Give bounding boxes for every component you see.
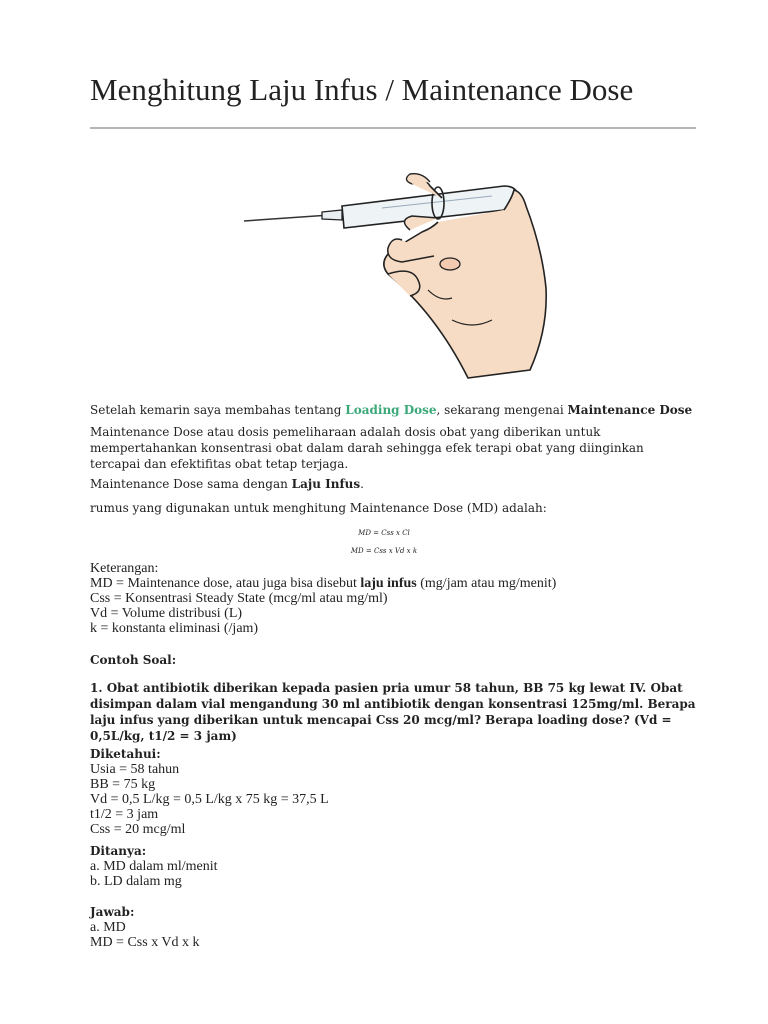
- formula-1: MD = Css x Cl: [358, 529, 410, 537]
- contoh-soal-heading: Contoh Soal:: [90, 653, 177, 667]
- ditanya-block: [90, 843, 700, 889]
- md-prefix: MD = Maintenance dose, atau juga bisa disebut: [90, 576, 361, 591]
- intro-paragraph: [90, 402, 700, 418]
- ditanya-line: b. LD dalam mg: [90, 874, 182, 889]
- keterangan-md-line: [90, 576, 700, 591]
- diketahui-line: Css = 20 mcg/ml: [90, 822, 186, 837]
- diketahui-block: [90, 746, 700, 837]
- formula-intro: rumus yang digunakan untuk menghitung Maintenance Dose (MD) adalah:: [90, 501, 547, 515]
- same-as-prefix: Maintenance Dose sama dengan: [90, 477, 292, 491]
- jawab-heading: Jawab:: [90, 905, 135, 919]
- formula-2: MD = Css x Vd x k: [350, 547, 418, 555]
- page-title: Menghitung Laju Infus / Maintenance Dose: [90, 72, 634, 107]
- jawab-block: [90, 904, 700, 950]
- diketahui-line: t1/2 = 3 jam: [90, 807, 159, 822]
- intro-bold: Maintenance Dose: [567, 403, 693, 417]
- diketahui-heading: Diketahui:: [90, 747, 161, 761]
- keterangan-heading: Keterangan:: [90, 561, 159, 576]
- same-as-suffix: .: [360, 477, 364, 491]
- keterangan-block: [90, 561, 700, 636]
- diketahui-line: BB = 75 kg: [90, 777, 156, 792]
- same-as-paragraph: [90, 476, 700, 492]
- ditanya-line: a. MD dalam ml/menit: [90, 859, 218, 874]
- definition-paragraph: Maintenance Dose atau dosis pemeliharaan adalah dosis obat yang diberikan untuk mempertahankan konsentrasi obat dalam darah sehingga efek terapi obat yang diinginkan tercapai dan efektifitas obat tetap terjaga.: [90, 425, 644, 471]
- syringe-in-hand-icon: [242, 170, 552, 380]
- soal-text: 1. Obat antibiotik diberikan kepada pasien pria umur 58 tahun, BB 75 kg lewat IV. Obat disimpan dalam vial mengandung 30 ml antibiotik dengan konsentrasi 125mg/ml. Berapa laju infus yang diberikan untuk mencapai Css 20 mcg/ml? Berapa loading dose? (Vd = 0,5L/kg, t1/2 = 3 jam): [90, 681, 696, 743]
- jawab-line: a. MD: [90, 920, 126, 935]
- loading-dose-link[interactable]: Loading Dose: [345, 403, 437, 417]
- md-suffix: (mg/jam atau mg/menit): [416, 576, 557, 591]
- keterangan-line: Vd = Volume distribusi (L): [90, 606, 243, 621]
- intro-prefix: Setelah kemarin saya membahas tentang: [90, 403, 346, 417]
- same-as-bold: Laju Infus: [291, 477, 361, 491]
- ditanya-heading: Ditanya:: [90, 844, 147, 858]
- md-bold: laju infus: [360, 576, 417, 591]
- intro-middle: , sekarang mengenai: [436, 403, 568, 417]
- diketahui-line: Usia = 58 tahun: [90, 762, 180, 777]
- diketahui-line: Vd = 0,5 L/kg = 0,5 L/kg x 75 kg = 37,5 L: [90, 792, 329, 807]
- jawab-line: MD = Css x Vd x k: [90, 935, 200, 950]
- keterangan-line: Css = Konsentrasi Steady State (mcg/ml atau mg/ml): [90, 591, 388, 606]
- keterangan-line: k = konstanta eliminasi (/jam): [90, 621, 259, 636]
- title-divider: [90, 127, 696, 129]
